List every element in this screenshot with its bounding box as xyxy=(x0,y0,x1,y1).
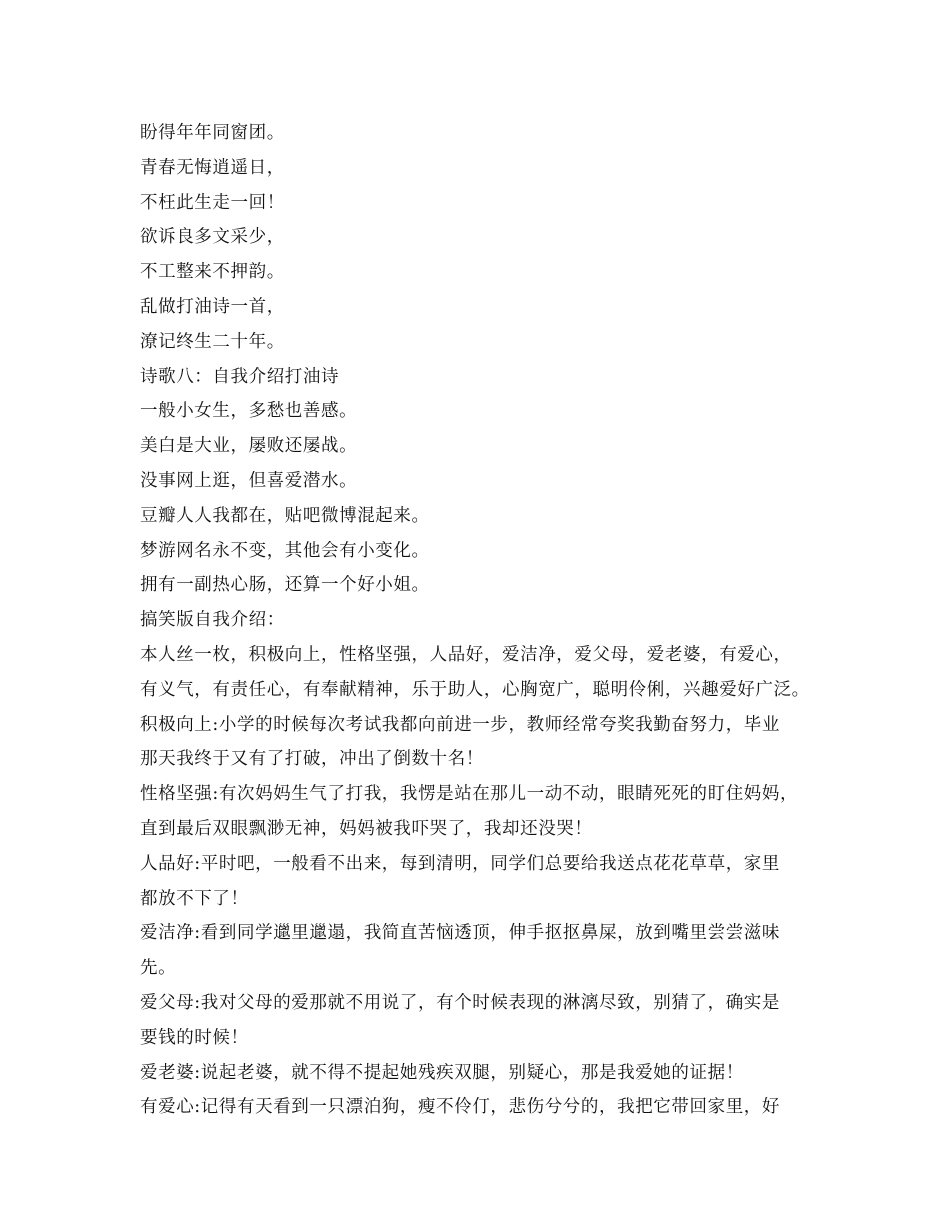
text-line: 潦记终生二十年。 xyxy=(140,331,285,352)
text-line: 爱洁净:看到同学邋里邋遢，我简直苦恼透顶，伸手抠抠鼻屎，放到嘴里尝尝滋味 xyxy=(140,923,780,944)
text-line: 那天我终于又有了打破，冲出了倒数十名！ xyxy=(140,749,484,770)
text-line: 人品好:平时吧，一般看不出来，每到清明，同学们总要给我送点花花草草，家里 xyxy=(140,853,780,874)
text-line: 积极向上:小学的时候每次考试我都向前进一步，教师经常夸奖我勤奋努力，毕业 xyxy=(140,714,780,735)
text-line: 一般小女生，多愁也善感。 xyxy=(140,401,358,422)
text-line: 不工整来不押韵。 xyxy=(140,262,285,283)
text-line: 美白是大业，屡败还屡战。 xyxy=(140,436,358,457)
text-line: 先。 xyxy=(140,958,177,979)
text-line: 性格坚强:有次妈妈生气了打我，我愣是站在那儿一动不动，眼睛死死的盯住妈妈， xyxy=(140,784,799,805)
text-line: 爱父母:我对父母的爱那就不用说了，有个时候表现的淋漓尽致，别猜了，确实是 xyxy=(140,992,780,1013)
text-line: 拥有一副热心肠，还算一个好小姐。 xyxy=(140,575,430,596)
document-body xyxy=(140,116,820,1125)
text-line: 要钱的时候！ xyxy=(140,1027,249,1048)
text-line: 欲诉良多文采少， xyxy=(140,227,285,248)
text-line: 没事网上逛，但喜爱潜水。 xyxy=(140,470,358,491)
text-line: 青春无悔逍遥日， xyxy=(140,157,285,178)
text-line: 都放不下了！ xyxy=(140,888,249,909)
text-line: 有爱心:记得有天看到一只漂泊狗，瘦不伶仃，悲伤兮兮的，我把它带回家里，好 xyxy=(140,1097,780,1118)
section-heading: 诗歌八：自我介绍打油诗 xyxy=(140,366,340,387)
text-line: 不枉此生走一回！ xyxy=(140,192,285,213)
text-line: 爱老婆:说起老婆，就不得不提起她残疾双腿，别疑心，那是我爱她的证据！ xyxy=(140,1062,744,1083)
text-line: 盼得年年同窗团。 xyxy=(140,123,285,143)
section-heading: 搞笑版自我介绍： xyxy=(140,610,285,631)
text-line: 本人丝一枚，积极向上，性格坚强，人品好，爱洁净，爱父母，爱老婆，有爱心， xyxy=(140,644,792,665)
text-line: 直到最后双眼飘渺无神，妈妈被我吓哭了，我却还没哭！ xyxy=(140,818,593,839)
text-line: 有义气，有责任心，有奉献精神，乐于助人，心胸宽广，聪明伶俐，兴趣爱好广泛。 xyxy=(140,679,810,700)
text-line: 乱做打油诗一首， xyxy=(140,296,285,317)
text-line: 梦游网名永不变，其他会有小变化。 xyxy=(140,540,430,561)
text-line: 豆瓣人人我都在，贴吧微博混起来。 xyxy=(140,505,430,526)
